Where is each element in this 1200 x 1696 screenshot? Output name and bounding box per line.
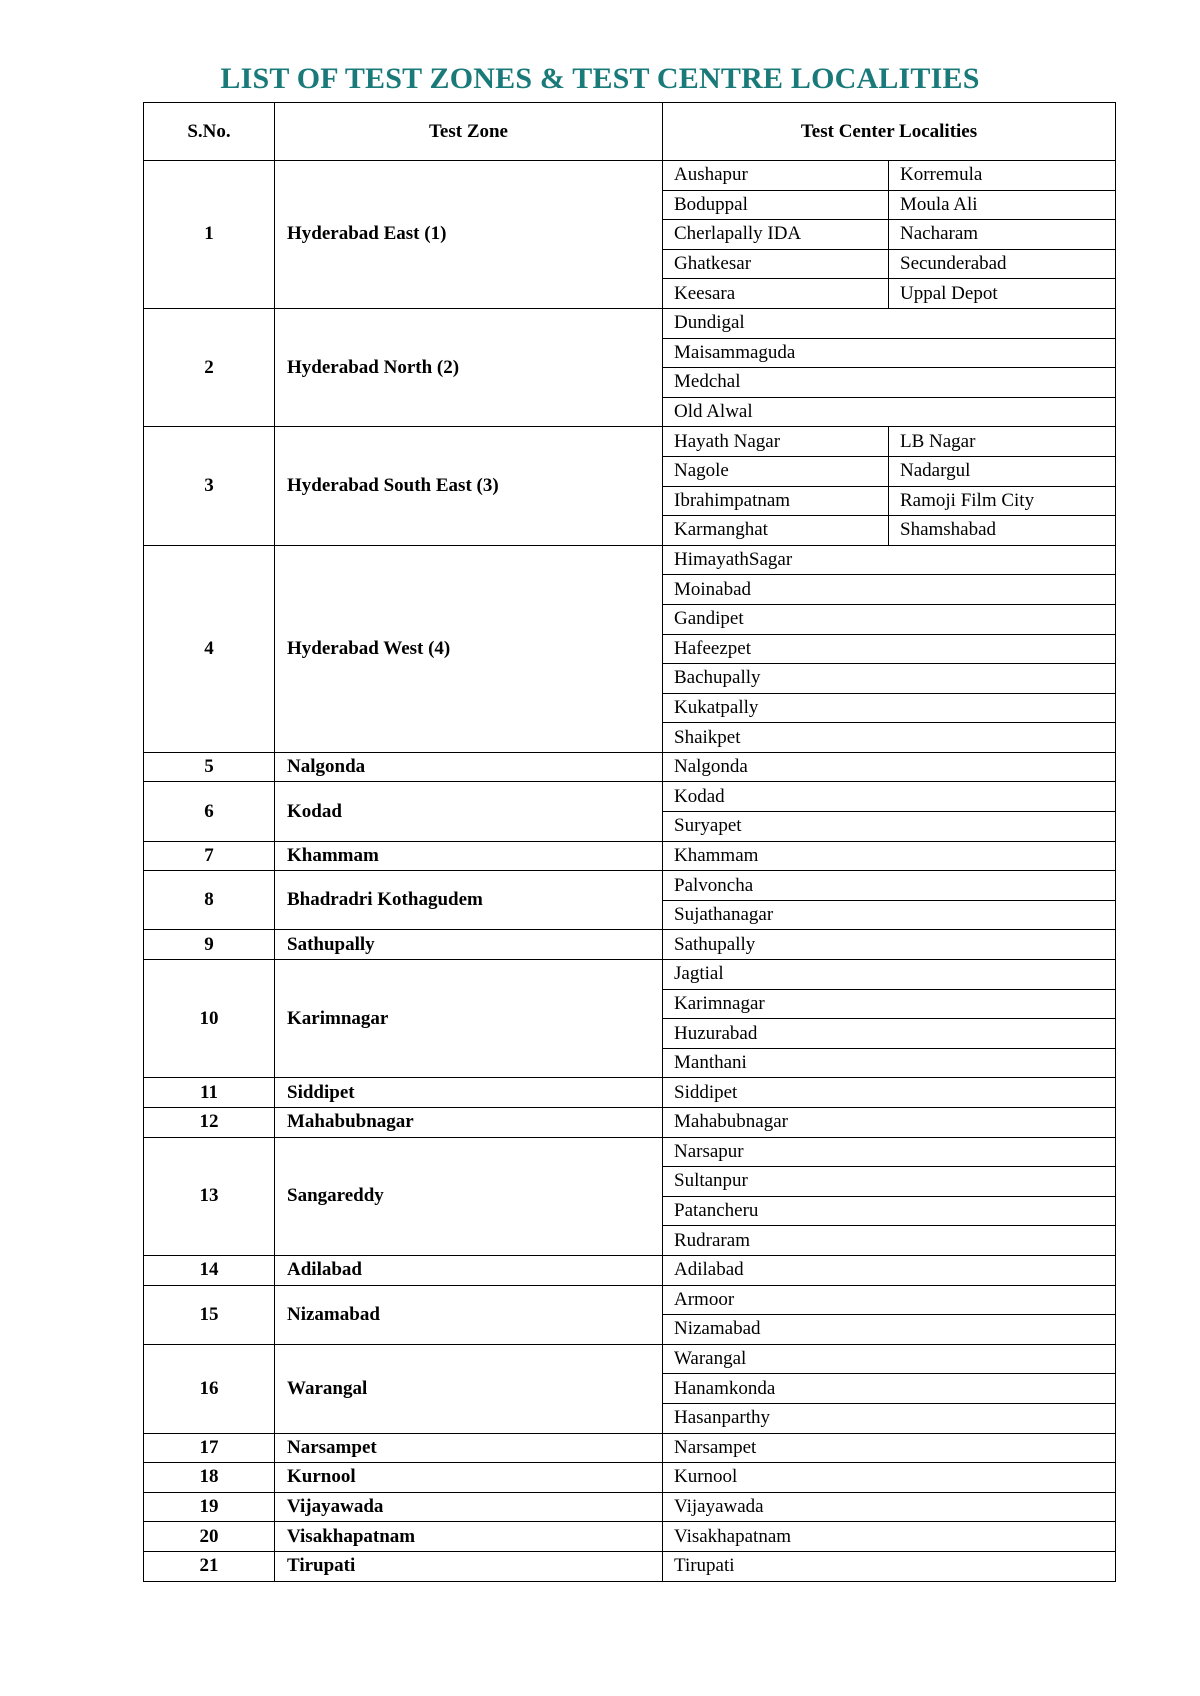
table-row <box>144 1522 1116 1552</box>
locality-cell: Kodad <box>663 782 1116 812</box>
locality-cell: Uppal Depot <box>889 279 1116 309</box>
table-row <box>144 930 1116 960</box>
locality-cell: Shaikpet <box>663 723 1116 753</box>
table-row <box>144 752 1116 782</box>
table-row <box>144 427 1116 457</box>
zone-name: Hyderabad South East (3) <box>275 427 663 545</box>
zone-name: Adilabad <box>275 1255 663 1285</box>
zone-name: Visakhapatnam <box>275 1522 663 1552</box>
zone-serial-number: 18 <box>144 1463 275 1493</box>
locality-cell: Armoor <box>663 1285 1116 1315</box>
header-test-zone: Test Zone <box>275 103 663 161</box>
table-row <box>144 782 1116 812</box>
locality-cell: Nagole <box>663 456 889 486</box>
table-row <box>144 1551 1116 1581</box>
locality-cell: Narsapur <box>663 1137 1116 1167</box>
zone-serial-number: 11 <box>144 1078 275 1108</box>
zone-name: Narsampet <box>275 1433 663 1463</box>
locality-cell: Hasanparthy <box>663 1403 1116 1433</box>
locality-cell: Secunderabad <box>889 249 1116 279</box>
locality-cell: Suryapet <box>663 812 1116 842</box>
zone-serial-number: 1 <box>144 161 275 309</box>
locality-cell: Kukatpally <box>663 693 1116 723</box>
zone-serial-number: 12 <box>144 1108 275 1138</box>
zone-name: Sangareddy <box>275 1137 663 1255</box>
locality-cell: Sultanpur <box>663 1167 1116 1197</box>
locality-cell: Boduppal <box>663 190 889 220</box>
locality-cell: Keesara <box>663 279 889 309</box>
zone-serial-number: 19 <box>144 1492 275 1522</box>
locality-cell: LB Nagar <box>889 427 1116 457</box>
locality-cell: Patancheru <box>663 1196 1116 1226</box>
table-row <box>144 1078 1116 1108</box>
locality-cell: Siddipet <box>663 1078 1116 1108</box>
locality-cell: Nadargul <box>889 456 1116 486</box>
table-header-row <box>144 103 1116 161</box>
locality-cell: Old Alwal <box>663 397 1116 427</box>
zone-name: Kodad <box>275 782 663 841</box>
zone-name: Siddipet <box>275 1078 663 1108</box>
zone-name: Karimnagar <box>275 960 663 1078</box>
zone-name: Vijayawada <box>275 1492 663 1522</box>
locality-cell: HimayathSagar <box>663 545 1116 575</box>
locality-cell: Hanamkonda <box>663 1374 1116 1404</box>
locality-cell: Khammam <box>663 841 1116 871</box>
locality-cell: Palvoncha <box>663 871 1116 901</box>
zone-serial-number: 20 <box>144 1522 275 1552</box>
locality-cell: Ramoji Film City <box>889 486 1116 516</box>
zone-name: Hyderabad West (4) <box>275 545 663 752</box>
locality-cell: Ghatkesar <box>663 249 889 279</box>
zone-name: Kurnool <box>275 1463 663 1493</box>
table-row <box>144 841 1116 871</box>
zone-serial-number: 2 <box>144 308 275 426</box>
zone-name: Khammam <box>275 841 663 871</box>
table-row <box>144 1108 1116 1138</box>
locality-cell: Huzurabad <box>663 1019 1116 1049</box>
locality-cell: Moinabad <box>663 575 1116 605</box>
locality-cell: Gandipet <box>663 604 1116 634</box>
zone-serial-number: 17 <box>144 1433 275 1463</box>
table-row <box>144 1344 1116 1374</box>
zone-name: Nizamabad <box>275 1285 663 1344</box>
locality-cell: Manthani <box>663 1048 1116 1078</box>
zone-serial-number: 3 <box>144 427 275 545</box>
locality-cell: Bachupally <box>663 664 1116 694</box>
table-row <box>144 545 1116 575</box>
zone-name: Warangal <box>275 1344 663 1433</box>
page-title: LIST OF TEST ZONES & TEST CENTRE LOCALITIES <box>220 62 980 95</box>
locality-cell: Nizamabad <box>663 1315 1116 1345</box>
table-row <box>144 1433 1116 1463</box>
locality-cell: Cherlapally IDA <box>663 220 889 250</box>
table-row <box>144 871 1116 901</box>
zone-name: Hyderabad North (2) <box>275 308 663 426</box>
zone-serial-number: 15 <box>144 1285 275 1344</box>
locality-cell: Aushapur <box>663 161 889 191</box>
locality-cell: Narsampet <box>663 1433 1116 1463</box>
locality-cell: Maisammaguda <box>663 338 1116 368</box>
locality-cell: Medchal <box>663 368 1116 398</box>
locality-cell: Ibrahimpatnam <box>663 486 889 516</box>
locality-cell: Adilabad <box>663 1255 1116 1285</box>
locality-cell: Rudraram <box>663 1226 1116 1256</box>
zone-name: Nalgonda <box>275 752 663 782</box>
zone-serial-number: 5 <box>144 752 275 782</box>
zone-name: Mahabubnagar <box>275 1108 663 1138</box>
test-zones-table <box>143 102 1116 1582</box>
locality-cell: Sathupally <box>663 930 1116 960</box>
table-row <box>144 1137 1116 1167</box>
locality-cell: Karmanghat <box>663 516 889 546</box>
table-row <box>144 308 1116 338</box>
table-row <box>144 1255 1116 1285</box>
locality-cell: Hafeezpet <box>663 634 1116 664</box>
zone-serial-number: 7 <box>144 841 275 871</box>
locality-cell: Karimnagar <box>663 989 1116 1019</box>
locality-cell: Shamshabad <box>889 516 1116 546</box>
zone-serial-number: 13 <box>144 1137 275 1255</box>
locality-cell: Nalgonda <box>663 752 1116 782</box>
locality-cell: Visakhapatnam <box>663 1522 1116 1552</box>
locality-cell: Jagtial <box>663 960 1116 990</box>
zone-serial-number: 21 <box>144 1551 275 1581</box>
locality-cell: Tirupati <box>663 1551 1116 1581</box>
locality-cell: Vijayawada <box>663 1492 1116 1522</box>
zone-serial-number: 6 <box>144 782 275 841</box>
table-row <box>144 1285 1116 1315</box>
table-row <box>144 161 1116 191</box>
table-row <box>144 1463 1116 1493</box>
header-test-center-localities: Test Center Localities <box>663 103 1116 161</box>
zone-name: Sathupally <box>275 930 663 960</box>
zone-name: Tirupati <box>275 1551 663 1581</box>
locality-cell: Warangal <box>663 1344 1116 1374</box>
zone-serial-number: 10 <box>144 960 275 1078</box>
header-sno: S.No. <box>144 103 275 161</box>
zone-serial-number: 16 <box>144 1344 275 1433</box>
locality-cell: Korremula <box>889 161 1116 191</box>
zone-serial-number: 14 <box>144 1255 275 1285</box>
locality-cell: Nacharam <box>889 220 1116 250</box>
locality-cell: Hayath Nagar <box>663 427 889 457</box>
locality-cell: Kurnool <box>663 1463 1116 1493</box>
table-body <box>144 161 1116 1582</box>
zone-serial-number: 4 <box>144 545 275 752</box>
zone-serial-number: 9 <box>144 930 275 960</box>
locality-cell: Dundigal <box>663 308 1116 338</box>
locality-cell: Sujathanagar <box>663 900 1116 930</box>
zone-name: Bhadradri Kothagudem <box>275 871 663 930</box>
table-row <box>144 960 1116 990</box>
zone-serial-number: 8 <box>144 871 275 930</box>
zone-name: Hyderabad East (1) <box>275 161 663 309</box>
locality-cell: Moula Ali <box>889 190 1116 220</box>
table-row <box>144 1492 1116 1522</box>
locality-cell: Mahabubnagar <box>663 1108 1116 1138</box>
